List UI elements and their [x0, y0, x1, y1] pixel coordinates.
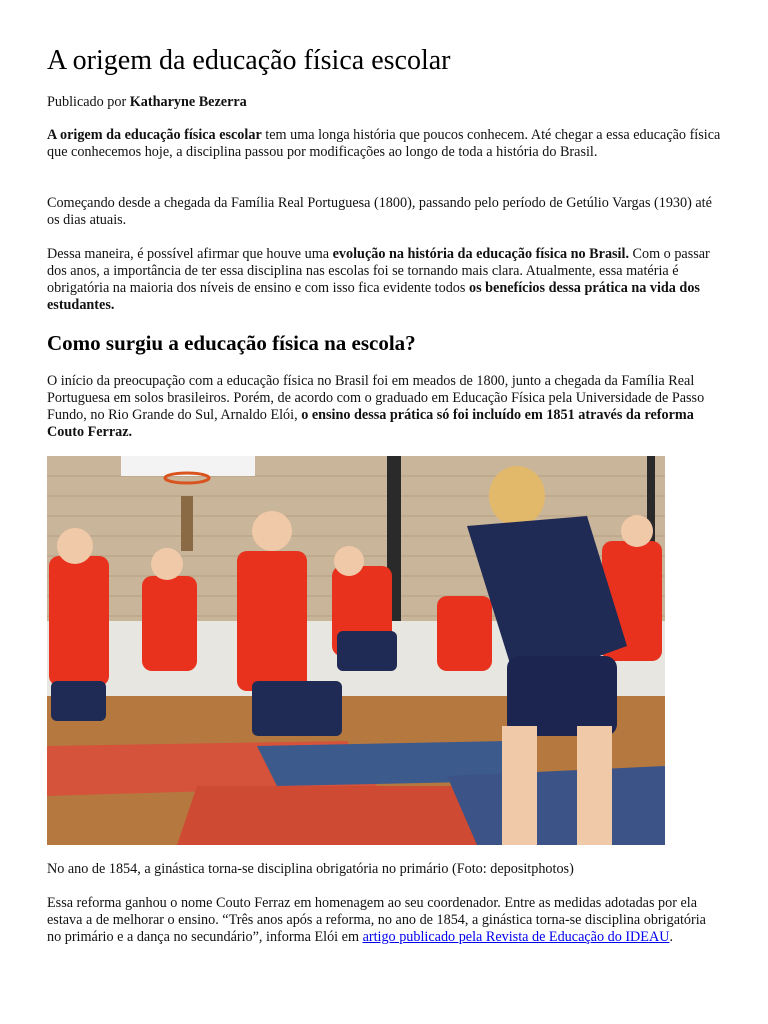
reform-text: Essa reforma ganhou o nome Couto Ferraz em homenagem ao seu coordenador. Entre as medidas adotadas por ela estava a de melhorar o ensino. “Três anos após a reforma, no ano de 1854, a ginástica torna-se disciplina obrigatória no primário e a dança no secundário”, informa Elói em: [47, 895, 706, 945]
paragraph-period: Começando desde a chegada da Família Real Portuguesa (1800), passando pelo período de Getúlio Vargas (1930) até os dias atuais.: [47, 195, 712, 228]
origin-bold: o ensino dessa prática só foi incluído em 1851 através da reforma Couto Ferraz.: [47, 407, 694, 440]
gym-class-illustration: [47, 456, 665, 845]
paragraph-reform: [47, 895, 723, 946]
section-heading: Como surgiu a educação física na escola?: [47, 331, 416, 355]
evolution-bold-2: os benefícios dessa prática na vida dos estudantes.: [47, 280, 700, 313]
reform-end: .: [669, 929, 674, 945]
byline: [47, 94, 247, 111]
photo-caption: No ano de 1854, a ginástica torna-se disciplina obrigatória no primário (Foto: depositphotos): [47, 861, 574, 877]
page-title: A origem da educação física escolar: [47, 45, 451, 76]
evolution-text-b: Com o passar dos anos, a importância de ter essa disciplina nas escolas foi se tornando mais clara. Atualmente, essa matéria é obrigatória na maioria dos níveis de ensino e com isso fica evidente todos: [47, 246, 710, 296]
author-name: Katharyne Bezerra: [129, 94, 247, 110]
byline-prefix: Publicado por: [47, 94, 130, 110]
article-photo: [47, 456, 665, 845]
origin-text: O início da preocupação com a educação física no Brasil foi em meados de 1800, junto a chegada da Família Real Portuguesa em solos brasileiros. Porém, de acordo com o graduado em Educação Física pela Universidade de Passo Fundo, no Rio Grande do Sul, Arnaldo Elói,: [47, 373, 705, 423]
intro-text: tem uma longa história que poucos conhecem. Até chegar a essa educação física que conhecemos hoje, a disciplina passou por modificações ao longo de toda a história do Brasil.: [47, 127, 721, 160]
paragraph-origin: [47, 373, 723, 441]
evolution-text-a: Dessa maneira, é possível afirmar que houve uma: [47, 246, 333, 262]
intro-bold: A origem da educação física escolar: [47, 127, 262, 143]
article-link[interactable]: artigo publicado pela Revista de Educação do IDEAU: [362, 929, 670, 945]
paragraph-intro: [47, 127, 723, 161]
evolution-bold-1: evolução na história da educação física no Brasil.: [332, 246, 629, 262]
paragraph-evolution: [47, 246, 723, 314]
